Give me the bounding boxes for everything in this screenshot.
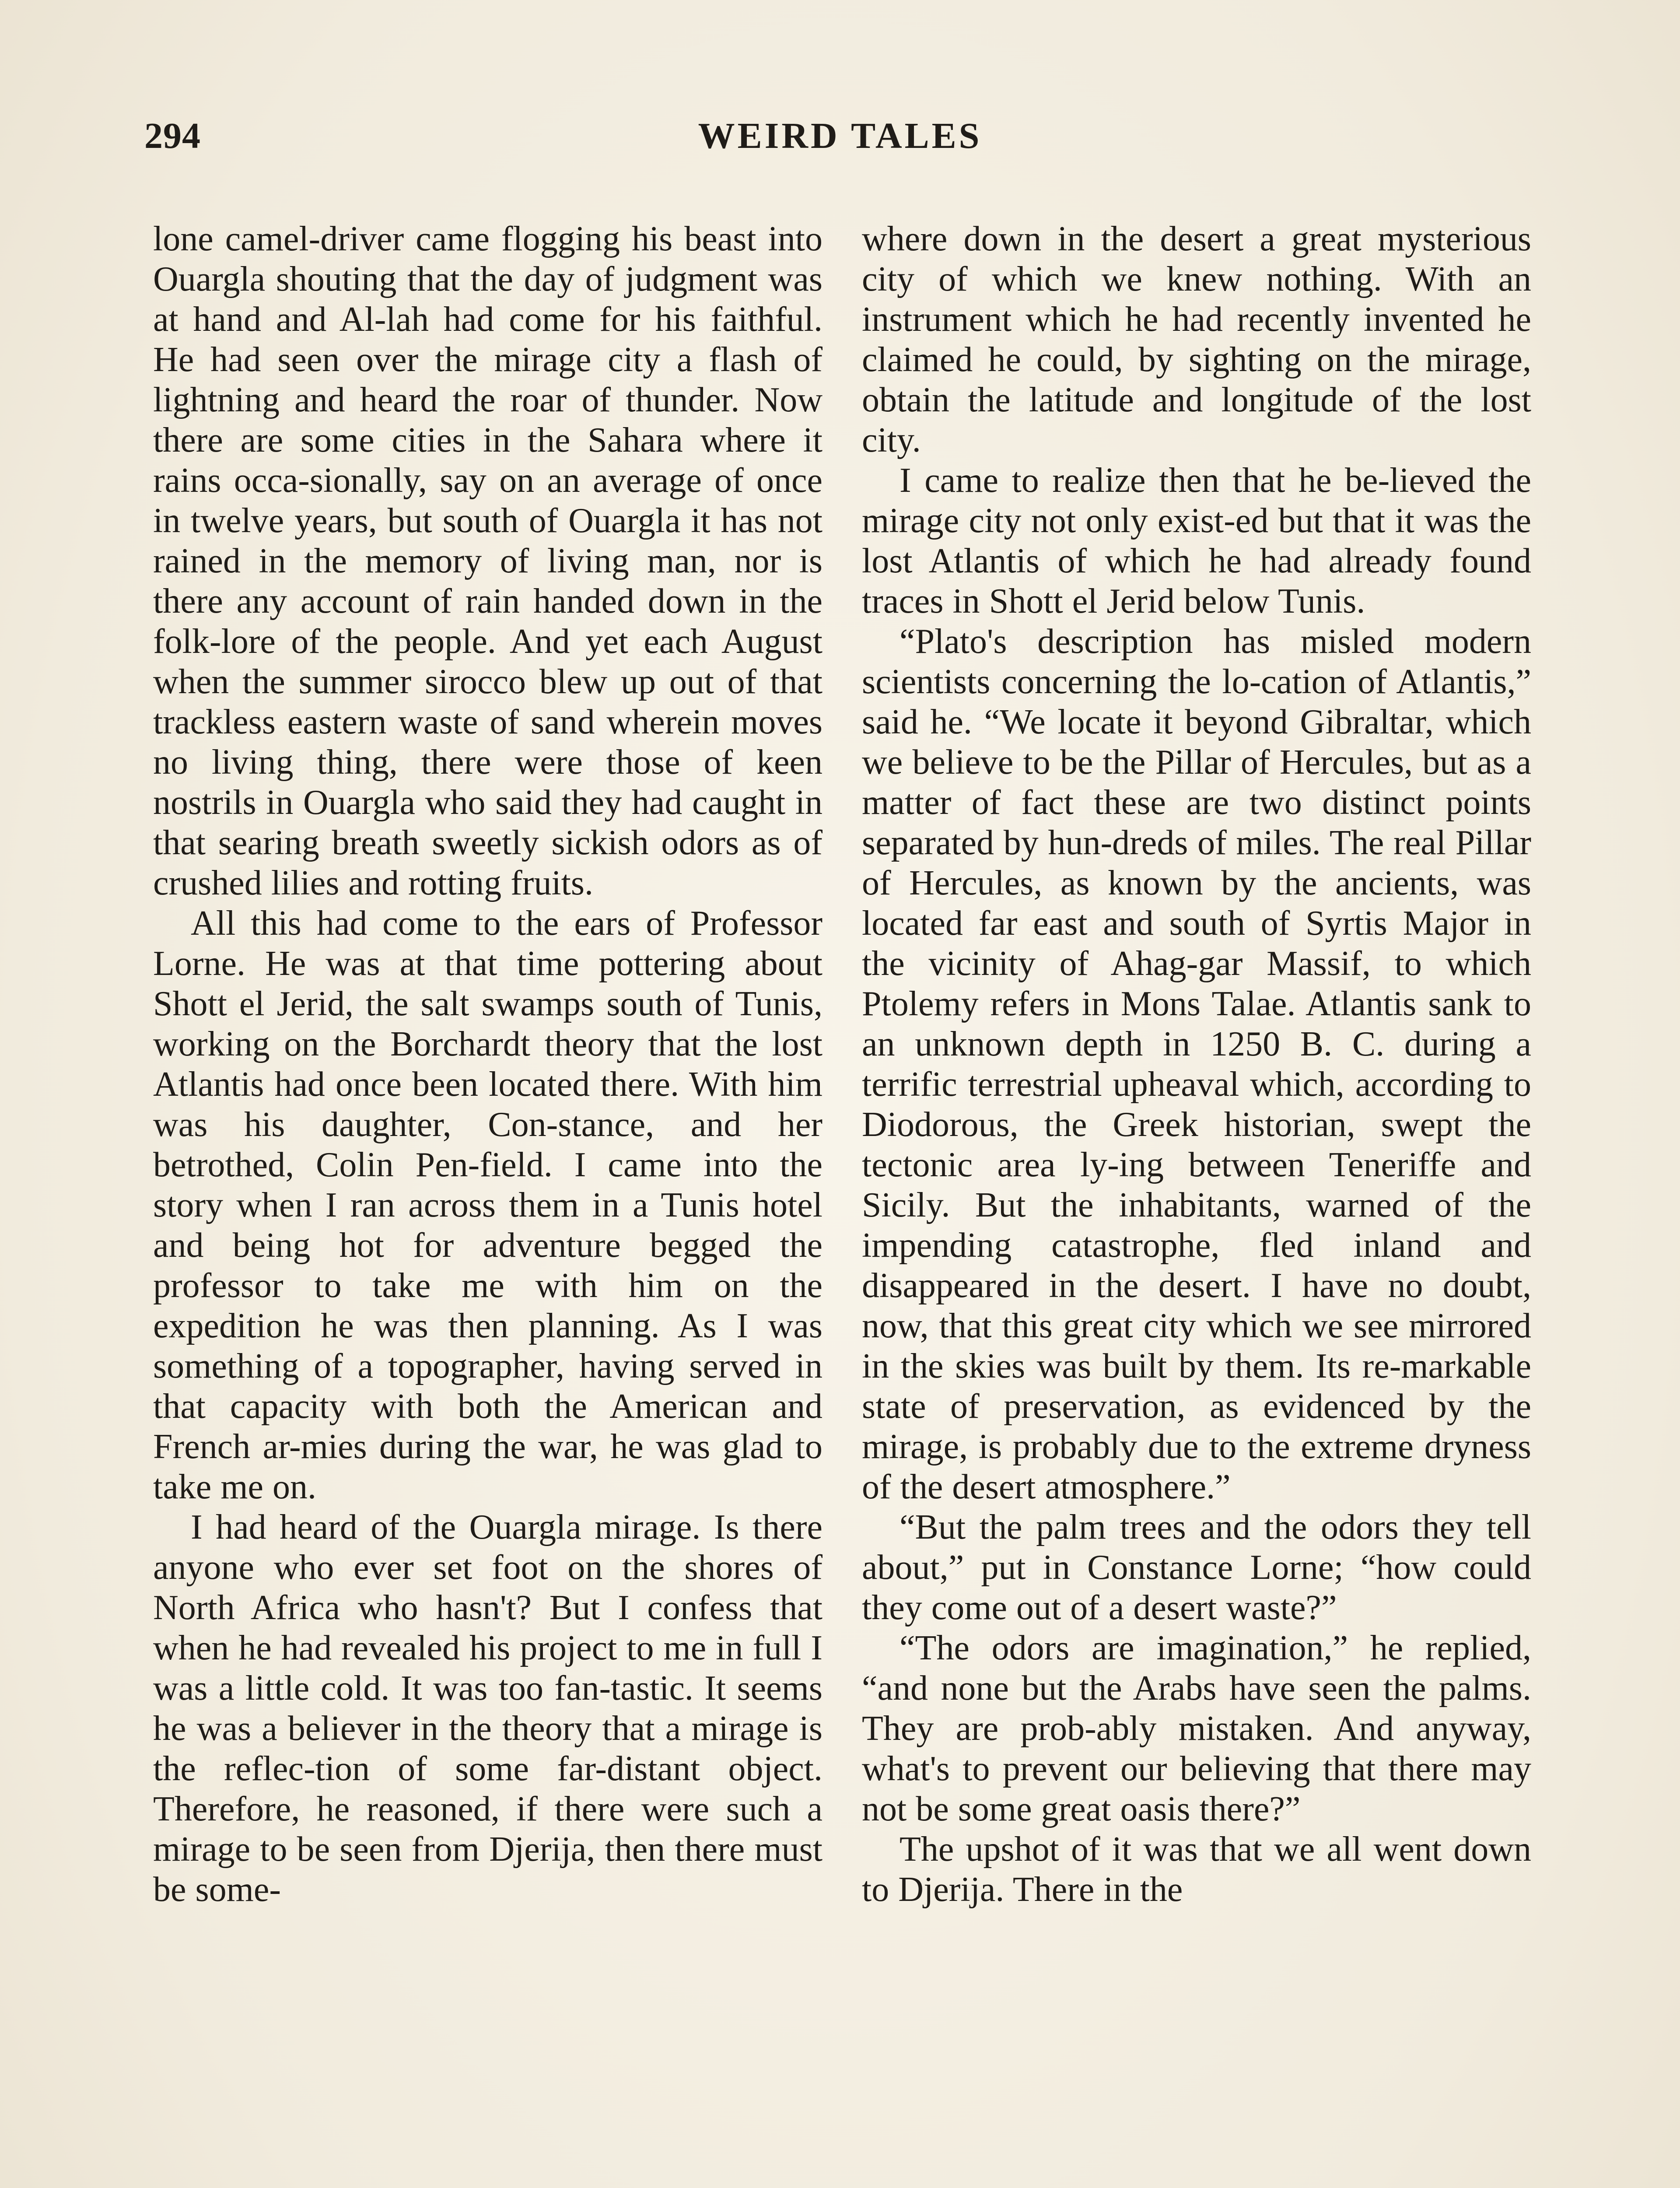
paragraph: “But the palm trees and the odors they tell about,” put in Constance Lorne; “how could they come out of a desert waste?” bbox=[862, 1508, 1531, 1627]
right-text-column bbox=[862, 219, 1531, 1910]
paragraph: I had heard of the Ouargla mirage. Is there anyone who ever set foot on the shores of North Africa who hasn't? But I confess that when he had revealed his project to me in full I was a little cold. It was too fan-tastic. It seems he was a believer in the theory that a mirage is the reflec-tion of some far-distant object. Therefore, he reasoned, if there were such a mirage to be seen from Djerija, then there must be some- bbox=[153, 1508, 822, 1909]
page-number: 294 bbox=[144, 116, 201, 156]
paragraph: The upshot of it was that we all went down to Djerija. There in the bbox=[862, 1830, 1531, 1909]
left-text-column bbox=[153, 219, 822, 1910]
paragraph: lone camel-driver came flogging his beast into Ouargla shouting that the day of judgment was at hand and Al-lah had come for his faithful. He had seen over the mirage city a flash of lightning and heard the roar of thunder. Now there are some cities in the Sahara where it rains occa-sionally, say on an average of once in twelve years, but south of Ouargla it has not rained in the memory of living man, nor is there any account of rain handed down in the folk-lore of the people. And yet each August when the summer sirocco blew up out of that trackless eastern waste of sand wherein moves no living thing, there were those of keen nostrils in Ouargla who said they had caught in that searing breath sweetly sickish odors as of crushed lilies and rotting fruits. bbox=[153, 220, 822, 902]
running-title: WEIRD TALES bbox=[698, 116, 982, 156]
paragraph: “Plato's description has misled modern scientists concerning the lo-cation of Atlantis,” said he. “We locate it beyond Gibraltar, which we believe to be the Pillar of Hercules, but as a matter of fact these are two distinct points separated by hun-dreds of miles. The real Pillar of Hercules, as known by the ancients, was located far east and south of Syrtis Major in the vicinity of Ahag-gar Massif, to which Ptolemy refers in Mons Talae. Atlantis sank to an unknown depth in 1250 B. C. during a terrific terrestrial upheaval which, according to Diodorous, the Greek historian, swept the tectonic area ly-ing between Teneriffe and Sicily. But the inhabitants, warned of the impending catastrophe, fled inland and disappeared in the desert. I have no doubt, now, that this great city which we see mirrored in the skies was built by them. Its re-markable state of preservation, as evidenced by the mirage, is probably due to the extreme dryness of the desert atmosphere.” bbox=[862, 622, 1531, 1506]
paragraph: All this had come to the ears of Professor Lorne. He was at that time pottering about Shott el Jerid, the salt swamps south of Tunis, working on the Borchardt theory that the lost Atlantis had once been located there. With him was his daughter, Con-stance, and her betrothed, Colin Pen-field. I came into the story when I ran across them in a Tunis hotel and being hot for adventure begged the professor to take me with him on the expedition he was then planning. As I was something of a topographer, having served in that capacity with both the American and French ar-mies during the war, he was glad to take me on. bbox=[153, 904, 822, 1506]
paragraph: “The odors are imagination,” he replied, “and none but the Arabs have seen the palms. They are prob-ably mistaken. And anyway, what's to prevent our believing that there may not be some great oasis there?” bbox=[862, 1629, 1531, 1828]
paragraph: I came to realize then that he be-lieved the mirage city not only exist-ed but that it was the lost Atlantis of which he had already found traces in Shott el Jerid below Tunis. bbox=[862, 461, 1531, 621]
page-header bbox=[144, 115, 1536, 167]
paragraph: where down in the desert a great mysterious city of which we knew nothing. With an instrument which he had recently invented he claimed he could, by sighting on the mirage, obtain the latitude and longitude of the lost city. bbox=[862, 220, 1531, 459]
